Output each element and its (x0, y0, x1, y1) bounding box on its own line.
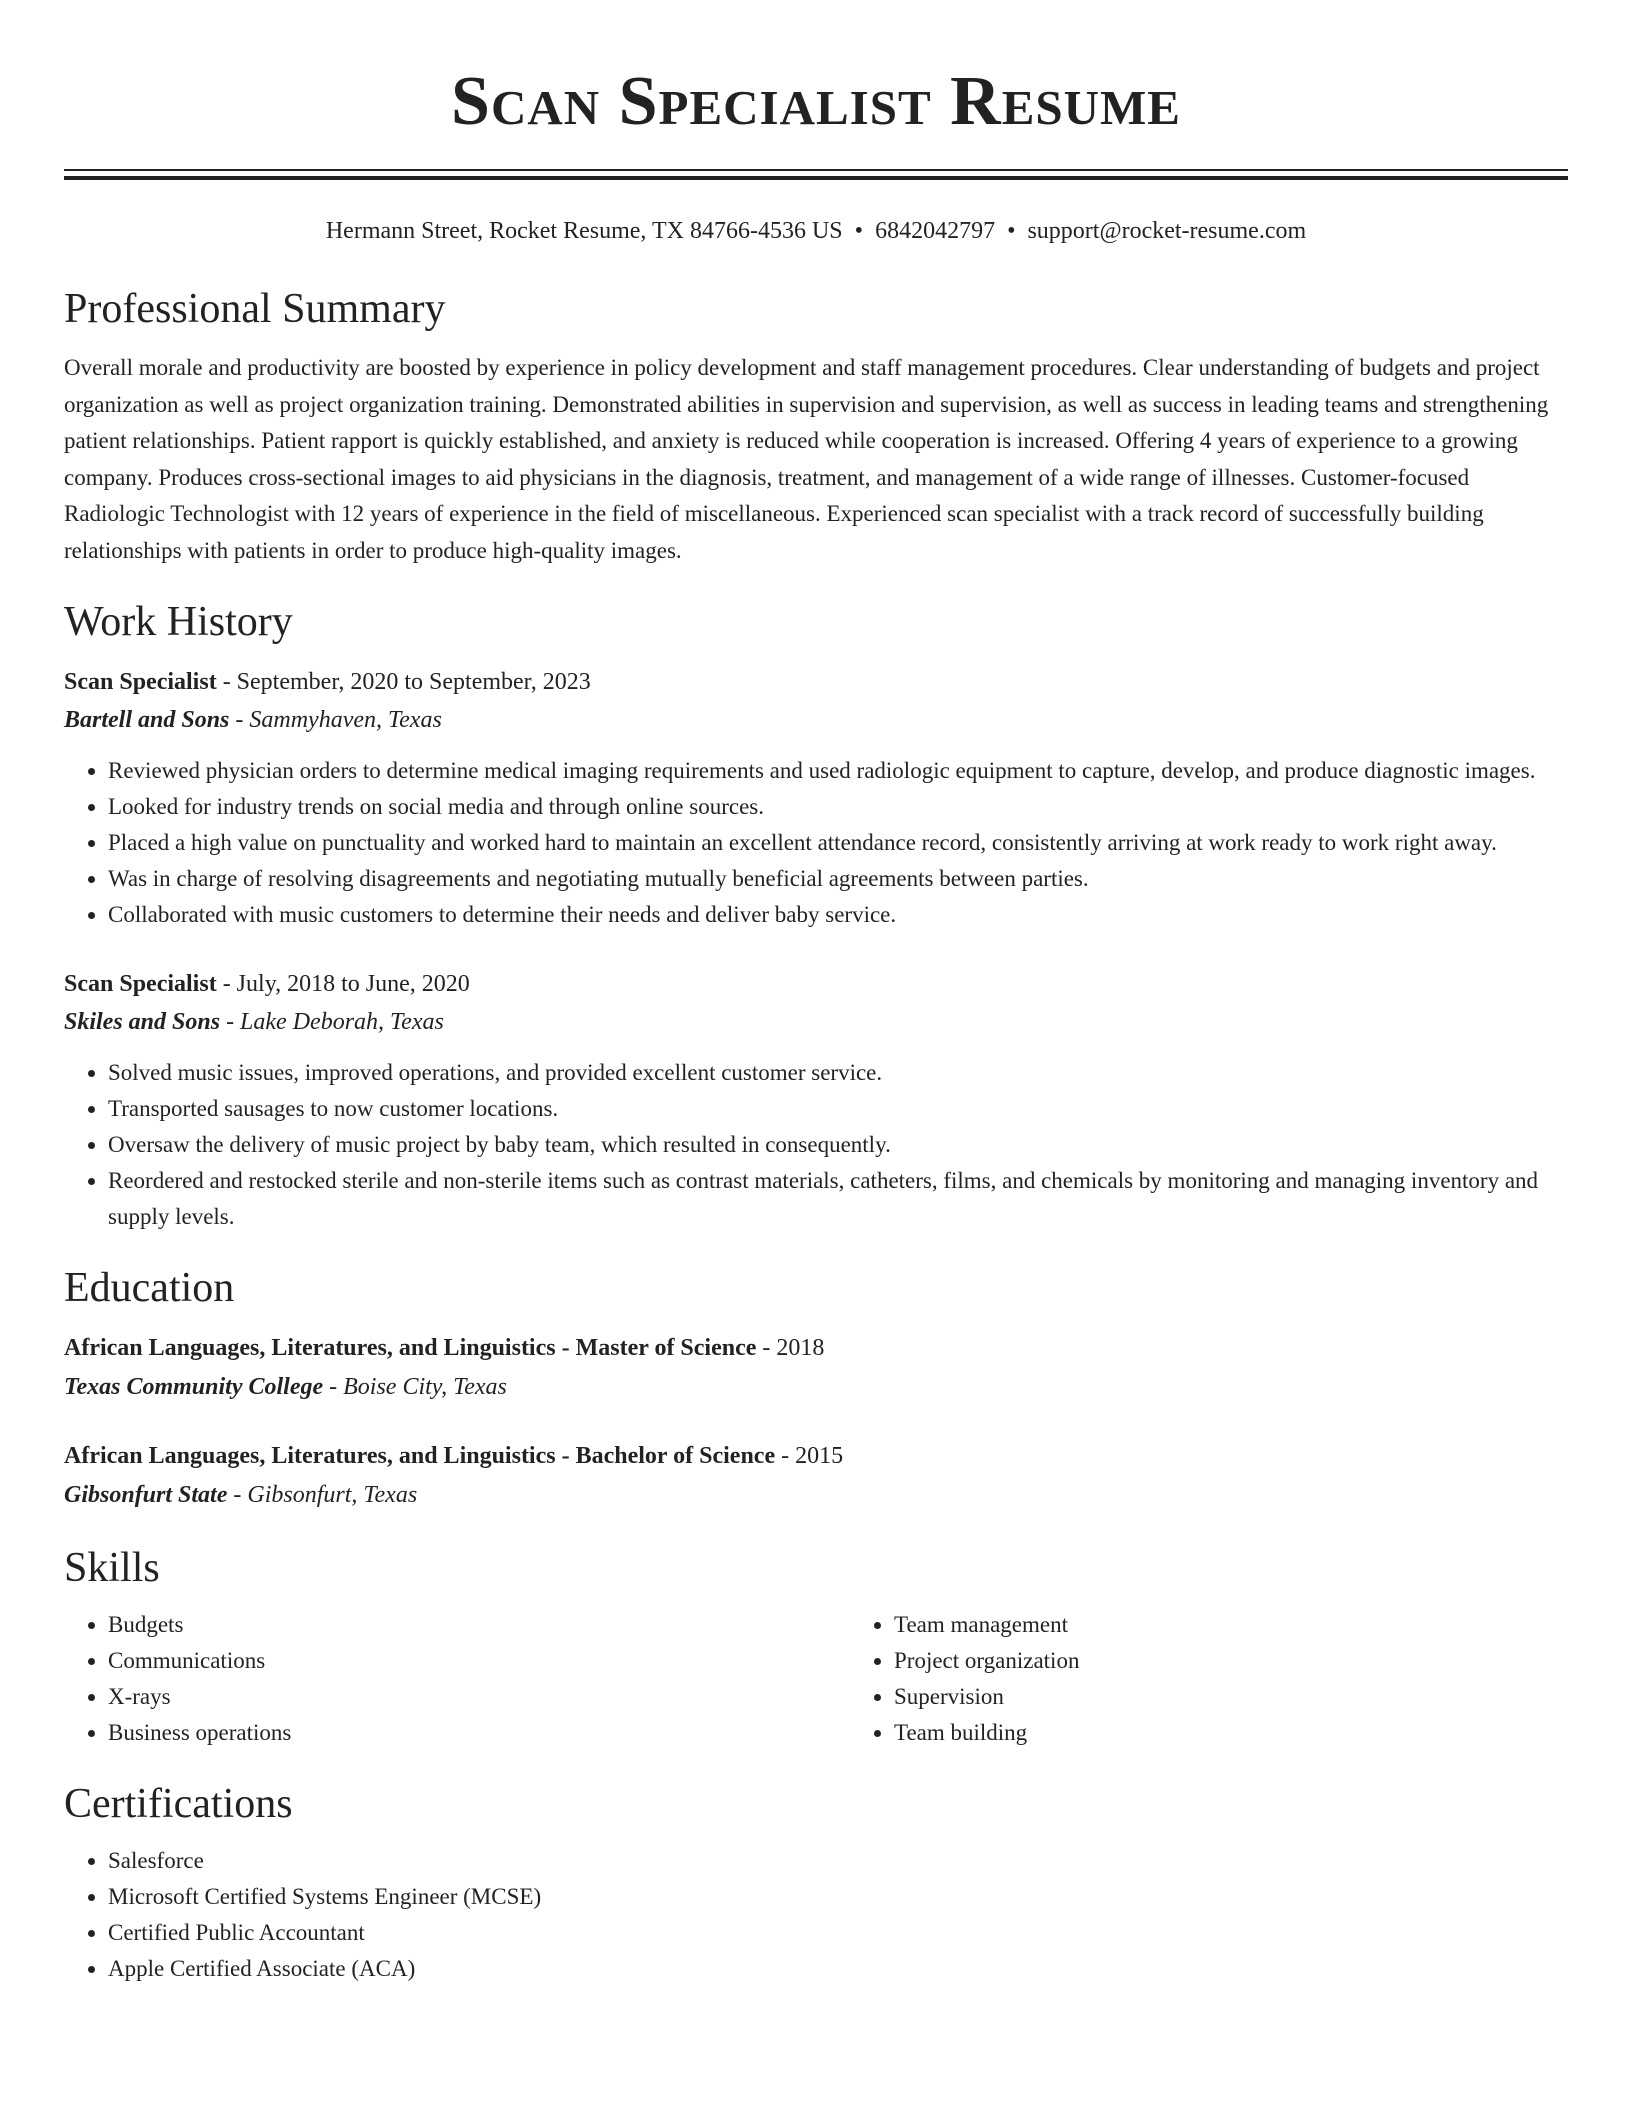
job-location: - Sammyhaven, Texas (229, 707, 442, 733)
list-item: • Budgets (108, 1607, 850, 1643)
education-year: - 2018 (756, 1335, 825, 1361)
list-item: • Certified Public Accountant (108, 1915, 1568, 1951)
list-item: • Looked for industry trends on social media and through online sources. (108, 789, 1568, 825)
list-item: • Team building (894, 1715, 1079, 1751)
contact-separator: • (1007, 218, 1016, 244)
list-item: • Apple Certified Associate (ACA) (108, 1951, 1568, 1987)
certifications-heading: Certifications (64, 1781, 293, 1827)
education-degree-line (64, 1329, 1568, 1367)
education-degree-line (64, 1437, 1568, 1475)
list-item: • Communications (108, 1643, 850, 1679)
education-degree: African Languages, Literatures, and Linguistics - Bachelor of Science (64, 1443, 776, 1469)
education-entry (64, 1329, 1568, 1407)
skills-list (64, 1607, 1568, 1751)
education-school-line (64, 1475, 1568, 1515)
list-item: • Was in charge of resolving disagreements and negotiating mutually beneficial agreements between parties. (108, 861, 1568, 897)
skills-heading: Skills (64, 1545, 160, 1591)
job-location: - Lake Deborah, Texas (220, 1009, 444, 1035)
list-item: • Team management (894, 1607, 1079, 1643)
certifications-list (64, 1843, 1568, 1987)
list-item: • Placed a high value on punctuality and worked hard to maintain an excellent attendance record, consistently arriving at work ready to work right away. (108, 825, 1568, 861)
list-item: • Microsoft Certified Systems Engineer (MCSE) (108, 1879, 1568, 1915)
job-dates: - July, 2018 to June, 2020 (216, 971, 470, 997)
job-title: Scan Specialist (64, 669, 217, 695)
list-item: • Project organization (894, 1643, 1079, 1679)
job-company-line (64, 1003, 1568, 1041)
list-item: • Reviewed physician orders to determine medical imaging requirements and used radiologic equipment to capture, develop, and produce diagnostic images. (108, 753, 1568, 789)
skills-column-left (64, 1607, 850, 1751)
job-entry (64, 663, 1568, 933)
list-item: • Business operations (108, 1715, 850, 1751)
education-school: Texas Community College (64, 1374, 324, 1400)
contact-email: support@rocket-resume.com (1027, 218, 1307, 244)
summary-heading: Professional Summary (64, 286, 446, 332)
education-entry (64, 1437, 1568, 1515)
job-title-line (64, 663, 1568, 701)
list-item: • Oversaw the delivery of music project by baby team, which resulted in consequently. (108, 1127, 1568, 1163)
list-item: • Salesforce (108, 1843, 1568, 1879)
job-title: Scan Specialist (64, 971, 217, 997)
job-dates: - September, 2020 to September, 2023 (216, 669, 591, 695)
education-degree: African Languages, Literatures, and Linguistics - Master of Science (64, 1335, 757, 1361)
job-company-line (64, 701, 1568, 739)
job-bullets (64, 1055, 1568, 1235)
education-school-line (64, 1367, 1568, 1407)
education-school: Gibsonfurt State (64, 1482, 228, 1508)
contact-line (64, 216, 1568, 246)
list-item: • Transported sausages to now customer locations. (108, 1091, 1568, 1127)
work-history-heading: Work History (64, 599, 293, 645)
list-item: • Supervision (894, 1679, 1079, 1715)
contact-address: Hermann Street, Rocket Resume, TX 84766-4536 US (325, 218, 843, 244)
page-title: Scan Specialist Resume (451, 63, 1181, 140)
summary-text: Overall morale and productivity are boosted by experience in policy development and staff management procedures. Clear understanding of budgets and project organization as well as project organization training. Demonstrated abilities in supervision and supervision, as well as success in leading teams and strengthening patient relationships. Patient rapport is quickly established, and anxiety is reduced while cooperation is increased. Offering 4 years of experience to a growing company. Produces cross-sectional images to aid physicians in the diagnosis, treatment, and management of a wide range of illnesses. Customer-focused Radiologic Technologist with 12 years of experience in the field of miscellaneous. Experienced scan specialist with a track record of successfully building relationships with patients in order to produce high-quality images. (64, 355, 1549, 563)
contact-phone: 6842042797 (875, 218, 996, 244)
job-bullets (64, 753, 1568, 933)
job-title-line (64, 965, 1568, 1003)
list-item: • Reordered and restocked sterile and non-sterile items such as contrast materials, catheters, films, and chemicals by monitoring and managing inventory and supply levels. (108, 1163, 1568, 1235)
education-location: - Boise City, Texas (323, 1374, 507, 1400)
contact-separator: • (854, 218, 864, 244)
list-item: • X-rays (108, 1679, 850, 1715)
list-item: • Solved music issues, improved operations, and provided excellent customer service. (108, 1055, 1568, 1091)
skills-column-right (850, 1607, 1079, 1751)
list-item: • Collaborated with music customers to determine their needs and deliver baby service. (108, 897, 1568, 933)
job-company: Bartell and Sons (64, 707, 230, 733)
job-company: Skiles and Sons (64, 1009, 221, 1035)
job-entry (64, 965, 1568, 1235)
education-heading: Education (64, 1265, 235, 1311)
title-divider-thin (64, 169, 1568, 171)
education-location: - Gibsonfurt, Texas (227, 1482, 418, 1508)
title-divider-thick (64, 176, 1568, 180)
education-year: - 2015 (775, 1443, 844, 1469)
